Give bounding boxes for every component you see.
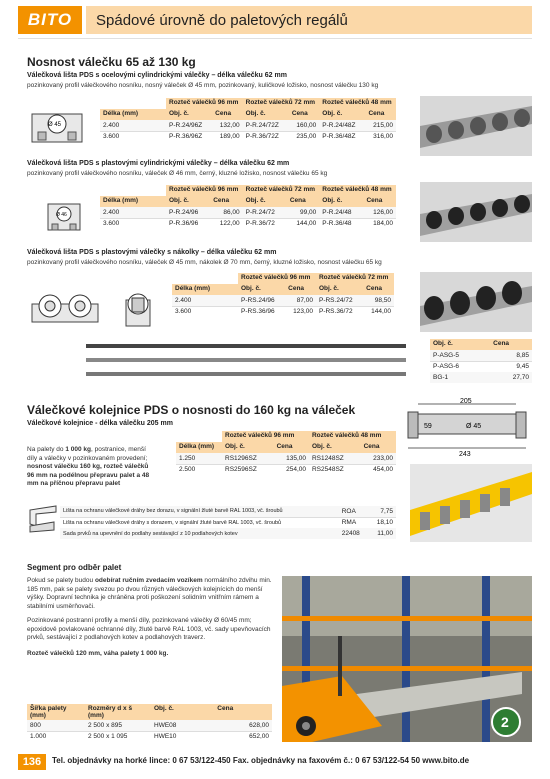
table-row: 2.400 P-R.24/96 86,00 P-R.24/72 99,00 P-R.24/48 126,00 — [100, 207, 396, 218]
table-row: 3.600 P-RS.36/96 123,00 P-RS.36/72 144,00 — [172, 306, 394, 317]
block3-drawing-side — [118, 286, 158, 334]
block1-col-obj: Obj. č. — [243, 109, 289, 120]
table-row: 3.600 P-R.36/96 122,00 P-R.36/72 144,00 P-R.36/48 184,00 — [100, 218, 396, 229]
section2-intro: Na palety do 1 000 kg, postranice, menší díly a válečky v pozinkovaném provedení; nosnost válečku 160 kg, rozteč válečků 96 mm na podélnou přepravu palet a 48 mm na příčnou přepravu palet — [27, 446, 150, 487]
block3-heading: Válečková lišta PDS s plastovými válečky s nákolky – délka válečku 62 mm — [27, 249, 277, 256]
warranty-badge: 2 — [501, 714, 509, 730]
block2-dim-label: Ø 46 — [56, 212, 67, 218]
block1-heading: Válečková lišta PDS s ocelovými cylindrickými válečky – délka válečku 62 mm — [27, 72, 287, 79]
table-row: 2.400 P-RS.24/96 87,00 P-RS.24/72 98,50 — [172, 295, 394, 306]
block3-product-photo — [420, 272, 532, 332]
rail-product-photo — [410, 464, 532, 542]
block1-col-obj: Obj. č. — [319, 109, 365, 120]
page-number: 136 — [18, 754, 46, 770]
block3-table: Rozteč válečků 96 mm Rozteč válečků 72 mm Délka (mm) Obj. č. Cena Obj. č. Cena 2.400 P-RS.24/96 87,00 P-RS.24/72 98,50 3.600 P-RS.36/96 123,00 P-RS.36/72 144,00 — [172, 273, 394, 317]
table-row: BG-1 27,70 — [430, 372, 532, 383]
extras-table — [60, 506, 396, 539]
block2-heading: Válečková lišta PDS s plastovými cylindrickými válečky – délka válečku 62 mm — [27, 160, 290, 167]
block1-desc: pozinkovaný profil válečkového nosníku, nosný váleček Ø 45 mm, pozinkovaný, kuličkové ložisko, nosnost válečku 130 kg — [27, 82, 379, 89]
dim-total-label: 243 — [459, 451, 471, 458]
table-row: 2.400 P-R.24/96Z 132,00 P-R.24/72Z 160,00 P-R.24/48Z 215,00 — [100, 120, 396, 131]
dim-width-label: 205 — [460, 398, 472, 405]
section1-title: Nosnost válečku 65 až 130 kg — [27, 55, 196, 69]
section3-title: Segment pro odběr palet — [27, 563, 122, 572]
block1-group-72: Rozteč válečků 72 mm — [243, 98, 320, 109]
block1-group-48: Rozteč válečků 48 mm — [319, 98, 396, 109]
block2-table: Rozteč válečků 96 mm Rozteč válečků 72 mm Rozteč válečků 48 mm Délka (mm) Obj. č. Cena Obj. č. Cena Obj. č. Cena 2.400 P-R.24/96 86,00 P-R.24/72 99,00 P-R.24/48 126,00 3.600 P-R.36/96 122,00 P-R.36/72 144,00 P-R.36/48 184,00 — [100, 185, 396, 229]
block3-drawing-front — [30, 288, 100, 332]
block1-profile-drawing — [28, 106, 88, 148]
block1-col-price: Cena — [289, 109, 319, 120]
dim-diameter-label: Ø 45 — [466, 423, 482, 430]
table-row: P-ASG-5 8,85 — [430, 350, 532, 361]
section2-title: Válečkové kolejnice PDS o nosnosti do 160 kg na váleček — [27, 403, 356, 417]
section3-para2: Pozinkované postranní profily a menší díly, pozinkované válečky Ø 60/45 mm; epoxidově povlakované ochranné díly, žlutě barvě RAL 1003, vč. sady upevňovacích prvků, sestávající z podlahových kotev a podlahových traverz. — [27, 617, 271, 641]
page-header — [0, 0, 550, 40]
accessory-bars-image — [86, 340, 416, 386]
table-row: Lišta na ochranu válečkové dráhy bez dorazu, v signální žluté barvě RAL 1003, vč. šroubů ROA 7,75 — [60, 506, 396, 517]
page-footer — [0, 752, 550, 772]
block3-desc: pozinkovaný profil válečkového nosníku, váleček Ø 45 mm, nákolek Ø 70 mm, černý, kluzné ložisko, nosnost válečku 65 kg — [27, 259, 382, 266]
section2-subheading: Válečkové kolejnice - délka válečku 205 mm — [27, 420, 173, 427]
table-row: P-ASG-6 9,45 — [430, 361, 532, 372]
block1-col-price: Cena — [365, 109, 396, 120]
block1-table — [100, 98, 396, 142]
block1-dim-label: Ø 45 — [48, 122, 62, 128]
table-row: 1.250 RS1296SZ 135,00 RS1248SZ 233,00 — [176, 453, 396, 464]
block1-col-price: Cena — [212, 109, 242, 120]
block1-product-photo — [420, 96, 532, 156]
table-row: Sada prvků na upevnění do podlahy sestávající z 10 podlahových kotev 22408 11,00 — [60, 528, 396, 539]
section3-para1: Pokud se palety budou odebírat ručním zvedacím vozíkem normálního zdvihu min. 185 mm, pak se palety svezou po dvou různých válečkových kolejnících do menší výšky. Dopravní technika je chráněna proti poškození solidním vnitřním rámem a stabilními usměrňovači. — [27, 577, 272, 610]
table-row: 3.600 P-R.36/96Z 189,00 P-R.36/72Z 235,00 P-R.36/48Z 316,00 — [100, 131, 396, 142]
rail-dimension-diagram — [404, 398, 534, 458]
header-rule — [18, 38, 532, 39]
accessories-table: Obj. č. Cena P-ASG-5 8,85 P-ASG-6 9,45 BG-1 27,70 — [430, 339, 532, 383]
block2-product-photo — [420, 182, 532, 242]
block2-desc: pozinkovaný profil válečkového nosníku, váleček Ø 46 mm, černý, kluzné ložisko, nosnost válečku 65 kg — [27, 170, 328, 177]
warehouse-photo — [282, 576, 532, 742]
page-title: Spádové úrovně do paletových regálů — [86, 6, 532, 34]
table-row: 1.000 2 500 x 1 095 HWE10 652,00 — [27, 731, 272, 742]
section3-para3: Rozteč válečků 120 mm, váha palety 1 000 kg. — [27, 650, 169, 657]
section2-table: Rozteč válečků 96 mm Rozteč válečků 48 mm Délka (mm) Obj. č. Cena Obj. č. Cena 1.250 RS1296SZ 135,00 RS1248SZ 233,00 2.500 RS2596SZ 254,00 RS2548SZ 454,00 — [176, 431, 396, 475]
bito-logo: BITO — [18, 6, 82, 34]
table-row: 800 2 500 x 895 HWE08 628,00 — [27, 720, 272, 731]
footer-contact: Tel. objednávky na horké lince: 0 67 53/122-450 Fax. objednávky na faxovém č.: 0 67 53/122-54 50 www.bito.de — [52, 756, 470, 765]
guard-rail-drawing — [26, 502, 62, 534]
dim-height-label: 59 — [424, 423, 432, 430]
block1-col-length: Délka (mm) — [100, 109, 166, 120]
block2-profile-drawing — [44, 198, 84, 238]
section3-table: Šířka palety (mm) Rozměry d x š (mm) Obj. č. Cena 800 2 500 x 895 HWE08 628,00 1.000 2 500 x 1 095 HWE10 652,00 — [27, 704, 272, 742]
table-row: Lišta na ochranu válečkové dráhy s dorazem, v signální žluté barvě RAL 1003, vč. šroubů RMA 18,10 — [60, 517, 396, 528]
block1-col-obj: Obj. č. — [166, 109, 212, 120]
block1-group-96: Rozteč válečků 96 mm — [166, 98, 243, 109]
table-row: 2.500 RS2596SZ 254,00 RS2548SZ 454,00 — [176, 464, 396, 475]
